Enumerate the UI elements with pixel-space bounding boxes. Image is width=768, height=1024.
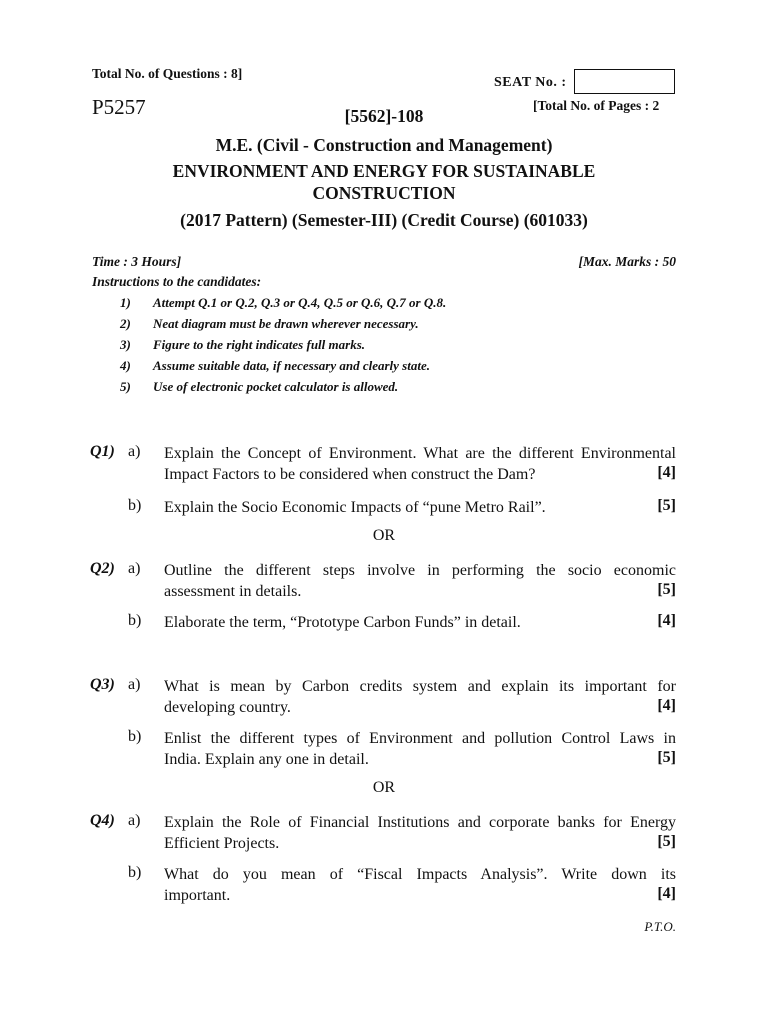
marks-q1b: [5] [657, 497, 676, 514]
question-line: important. [164, 887, 231, 904]
or-separator: OR [372, 527, 396, 544]
question-text-q4b [164, 864, 676, 906]
question-text-q4a [164, 812, 676, 854]
question-part-label: a) [128, 560, 141, 577]
question-line: What is mean by Carbon credits system and explain its important for [164, 678, 676, 695]
question-text-q3b [164, 728, 676, 770]
question-line: Efficient Projects. [164, 835, 280, 852]
marks-q3b: [5] [657, 749, 676, 766]
instruction-text: Figure to the right indicates full marks. [153, 337, 366, 352]
question-part-label: a) [128, 443, 141, 460]
marks-q2a: [5] [657, 581, 676, 598]
question-number-q3: Q3) [90, 676, 115, 693]
marks-q3a: [4] [657, 697, 676, 714]
question-text-q1a [164, 443, 676, 485]
instruction-number: 5) [120, 379, 131, 394]
question-line: assessment in details. [164, 583, 302, 600]
question-line: Explain the Socio Economic Impacts of “pune Metro Rail”. [164, 499, 546, 516]
question-number-q2: Q2) [90, 560, 115, 577]
question-part-label: b) [128, 497, 142, 514]
question-line: Explain the Role of Financial Institutions and corporate banks for Energy [164, 814, 676, 831]
question-line: Impact Factors to be considered when construct the Dam? [164, 466, 536, 483]
question-number-q1: Q1) [90, 443, 115, 460]
question-part-label: b) [128, 612, 142, 629]
question-text-q2a [164, 560, 676, 602]
course-heading: M.E. (Civil - Construction and Management) [215, 135, 553, 155]
question-text-q3a [164, 676, 676, 718]
subject-code: [5562]-108 [344, 106, 424, 126]
pattern-heading: (2017 Pattern) (Semester-III) (Credit Course) (601033) [180, 210, 588, 230]
question-line: developing country. [164, 699, 291, 716]
question-line: Elaborate the term, “Prototype Carbon Funds” in detail. [164, 614, 521, 631]
instruction-item [120, 379, 398, 395]
question-part-label: a) [128, 812, 141, 829]
page-turn-over: P.T.O. [644, 919, 676, 934]
instruction-item [120, 295, 446, 311]
instruction-text: Assume suitable data, if necessary and clearly state. [153, 358, 430, 373]
question-part-label: a) [128, 676, 141, 693]
instruction-number: 2) [120, 316, 131, 331]
instruction-item [120, 337, 365, 353]
instruction-item [120, 316, 419, 332]
total-questions: Total No. of Questions : 8] [92, 66, 243, 81]
instruction-text: Use of electronic pocket calculator is allowed. [153, 379, 399, 394]
marks-q4a: [5] [657, 833, 676, 850]
question-line: Explain the Concept of Environment. What are the different Environmental [164, 445, 676, 462]
instruction-number: 3) [120, 337, 131, 352]
instruction-text: Neat diagram must be drawn wherever necessary. [153, 316, 419, 331]
instruction-number: 4) [120, 358, 131, 373]
question-part-label: b) [128, 864, 142, 881]
question-text-q2b [164, 612, 676, 633]
question-number-q4: Q4) [90, 812, 115, 829]
question-text-q1b [164, 497, 676, 518]
or-separator: OR [372, 779, 396, 796]
marks-q1a: [4] [657, 464, 676, 481]
instruction-text: Attempt Q.1 or Q.2, Q.3 or Q.4, Q.5 or Q.6, Q.7 or Q.8. [153, 295, 447, 310]
instructions-title: Instructions to the candidates: [92, 274, 262, 289]
instruction-number: 1) [120, 295, 131, 310]
seat-number-label: SEAT No. : [494, 75, 567, 90]
question-line: Enlist the different types of Environment and pollution Control Laws in [164, 730, 676, 747]
instruction-item [120, 358, 430, 374]
question-line: What do you mean of “Fiscal Impacts Analysis”. Write down its [164, 866, 676, 883]
subject-title-line1: ENVIRONMENT AND ENERGY FOR SUSTAINABLE [172, 161, 596, 181]
paper-code: P5257 [92, 95, 146, 119]
question-line: India. Explain any one in detail. [164, 751, 369, 768]
question-part-label: b) [128, 728, 142, 745]
question-line: Outline the different steps involve in performing the socio economic [164, 562, 676, 579]
subject-title-line2: CONSTRUCTION [312, 183, 456, 203]
marks-q4b: [4] [657, 885, 676, 902]
seat-number-box [574, 69, 675, 94]
marks-q2b: [4] [657, 612, 676, 629]
max-marks: [Max. Marks : 50 [578, 254, 676, 269]
time-allowed: Time : 3 Hours] [92, 254, 182, 269]
total-pages: [Total No. of Pages : 2 [533, 98, 660, 113]
